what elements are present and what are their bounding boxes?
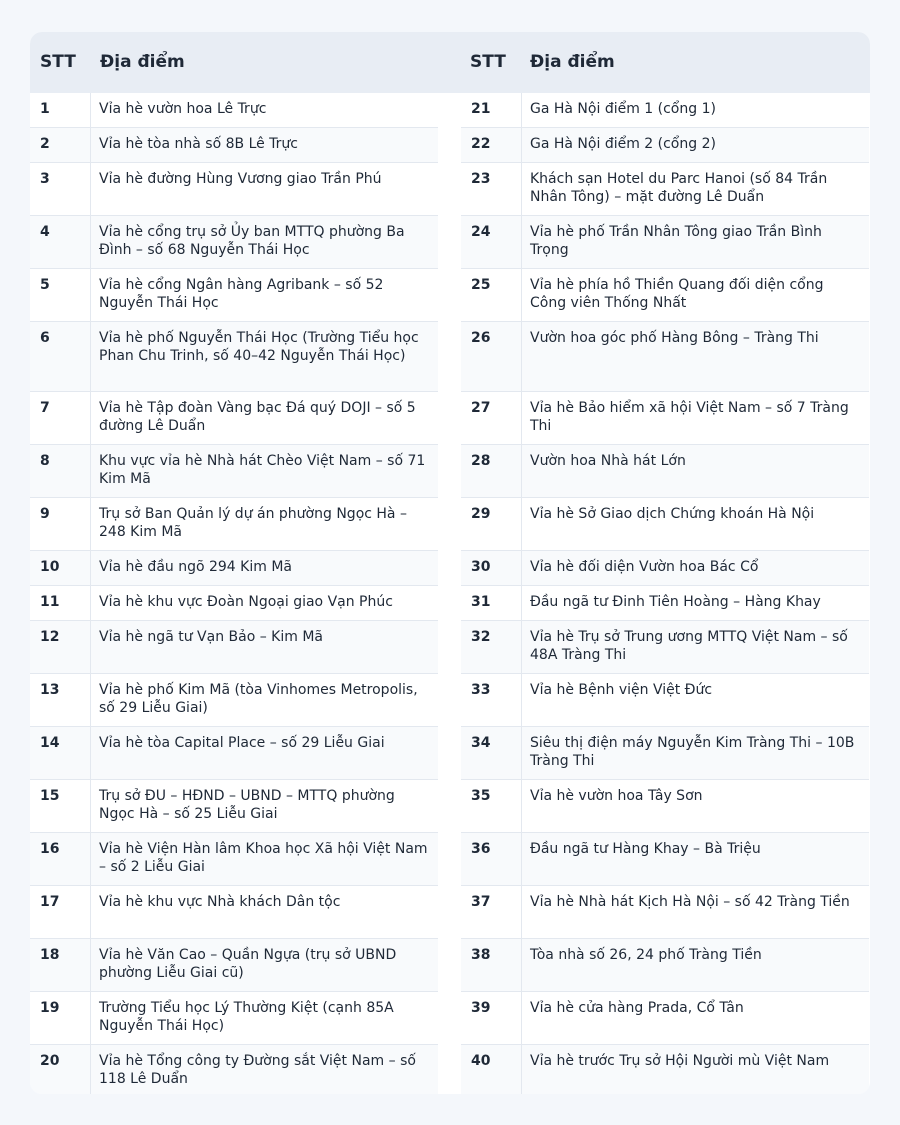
row-stt: 14	[30, 727, 91, 779]
row-place: Vỉa hè ngã tư Vạn Bảo – Kim Mã	[99, 629, 323, 645]
row-place: Vỉa hè khu vực Nhà khách Dân tộc	[99, 894, 341, 910]
table-row	[461, 269, 869, 322]
table-row	[30, 445, 438, 498]
row-place: Vỉa hè vườn hoa Tây Sơn	[530, 788, 703, 804]
table-row	[30, 322, 438, 392]
row-stt: 23	[461, 163, 522, 215]
table-row	[30, 128, 438, 163]
table-row	[461, 886, 869, 939]
table-row	[461, 674, 869, 727]
row-place: Vỉa hè tòa nhà số 8B Lê Trực	[99, 136, 299, 152]
row-stt: 22	[461, 128, 522, 162]
row-place: Vỉa hè khu vực Đoàn Ngoại giao Vạn Phúc	[99, 594, 393, 610]
row-stt: 26	[461, 322, 522, 391]
table-row	[461, 163, 869, 216]
table-row	[30, 269, 438, 322]
right-column	[461, 93, 869, 1094]
row-stt: 34	[461, 727, 522, 779]
table-row	[30, 621, 438, 674]
locations-table	[30, 32, 870, 1094]
table-row	[30, 216, 438, 269]
table-row	[30, 780, 438, 833]
row-stt: 1	[30, 93, 91, 127]
table-row	[30, 392, 438, 445]
row-stt: 15	[30, 780, 91, 832]
row-place: Vỉa hè Bệnh viện Việt Đức	[530, 682, 713, 698]
table-row	[30, 498, 438, 551]
table-row	[461, 392, 869, 445]
row-place: Tòa nhà số 26, 24 phố Tràng Tiền	[530, 947, 762, 963]
header-stt-left: STT	[40, 52, 76, 72]
row-stt: 18	[30, 939, 91, 991]
row-place: Vỉa hè Văn Cao – Quần Ngựa (trụ sở UBND phường Liễu Giai cũ)	[99, 947, 397, 981]
table-row	[30, 886, 438, 939]
table-row	[461, 586, 869, 621]
row-stt: 2	[30, 128, 91, 162]
table-row	[30, 551, 438, 586]
row-stt: 10	[30, 551, 91, 585]
row-place: Vỉa hè cổng trụ sở Ủy ban MTTQ phường Ba Đình – số 68 Nguyễn Thái Học	[99, 224, 405, 258]
row-stt: 21	[461, 93, 522, 127]
table-header	[30, 32, 870, 93]
header-place-right: Địa điểm	[530, 52, 615, 72]
row-stt: 8	[30, 445, 91, 497]
row-stt: 25	[461, 269, 522, 321]
table-row	[461, 498, 869, 551]
table-row	[461, 780, 869, 833]
row-place: Vỉa hè đối diện Vườn hoa Bác Cổ	[530, 559, 759, 575]
table-row	[30, 163, 438, 216]
header-stt-right: STT	[470, 52, 506, 72]
row-place: Vỉa hè đầu ngõ 294 Kim Mã	[99, 559, 292, 575]
row-stt: 32	[461, 621, 522, 673]
left-column	[30, 93, 438, 1094]
table-row	[461, 939, 869, 992]
row-place: Vỉa hè Bảo hiểm xã hội Việt Nam – số 7 Tràng Thi	[530, 400, 849, 434]
table-row	[30, 586, 438, 621]
row-place: Đầu ngã tư Hàng Khay – Bà Triệu	[530, 841, 761, 857]
row-place: Vỉa hè Sở Giao dịch Chứng khoán Hà Nội	[530, 506, 815, 522]
table-row	[461, 216, 869, 269]
row-place: Vỉa hè vườn hoa Lê Trực	[99, 101, 267, 117]
row-stt: 24	[461, 216, 522, 268]
row-place: Trường Tiểu học Lý Thường Kiệt (cạnh 85A Nguyễn Thái Học)	[99, 1000, 394, 1034]
table-row	[461, 551, 869, 586]
header-place-left: Địa điểm	[100, 52, 185, 72]
table-row	[461, 1045, 869, 1094]
row-stt: 40	[461, 1045, 522, 1094]
row-place: Trụ sở ĐU – HĐND – UBND – MTTQ phường Ngọc Hà – số 25 Liễu Giai	[99, 788, 395, 822]
row-place: Vỉa hè Nhà hát Kịch Hà Nội – số 42 Tràng Tiền	[530, 894, 850, 910]
row-place: Vỉa hè tòa Capital Place – số 29 Liễu Giai	[99, 735, 385, 751]
row-place: Vỉa hè phố Nguyễn Thái Học (Trường Tiểu học Phan Chu Trinh, số 40–42 Nguyễn Thái Học)	[99, 330, 419, 364]
table-row	[461, 727, 869, 780]
row-place: Khu vực vỉa hè Nhà hát Chèo Việt Nam – số 71 Kim Mã	[99, 453, 426, 487]
row-stt: 16	[30, 833, 91, 885]
table-row	[30, 939, 438, 992]
row-stt: 39	[461, 992, 522, 1044]
row-stt: 4	[30, 216, 91, 268]
row-stt: 20	[30, 1045, 91, 1094]
table-row	[30, 1045, 438, 1094]
table-row	[30, 833, 438, 886]
row-place: Khách sạn Hotel du Parc Hanoi (số 84 Trần Nhân Tông) – mặt đường Lê Duẩn	[530, 171, 828, 205]
table-row	[461, 128, 869, 163]
row-stt: 11	[30, 586, 91, 620]
row-stt: 9	[30, 498, 91, 550]
table-row	[461, 833, 869, 886]
table-row	[30, 93, 438, 128]
row-stt: 19	[30, 992, 91, 1044]
row-place: Vườn hoa Nhà hát Lớn	[530, 453, 686, 469]
row-place: Ga Hà Nội điểm 2 (cổng 2)	[530, 136, 716, 152]
row-place: Vườn hoa góc phố Hàng Bông – Tràng Thi	[530, 330, 819, 346]
row-stt: 5	[30, 269, 91, 321]
row-place: Siêu thị điện máy Nguyễn Kim Tràng Thi – 10B Tràng Thi	[530, 735, 855, 769]
row-place: Vỉa hè phố Kim Mã (tòa Vinhomes Metropolis, số 29 Liễu Giai)	[99, 682, 418, 716]
row-stt: 13	[30, 674, 91, 726]
table-row	[461, 445, 869, 498]
row-stt: 12	[30, 621, 91, 673]
row-stt: 17	[30, 886, 91, 938]
row-stt: 27	[461, 392, 522, 444]
table-row	[30, 992, 438, 1045]
row-stt: 37	[461, 886, 522, 938]
row-place: Trụ sở Ban Quản lý dự án phường Ngọc Hà – 248 Kim Mã	[99, 506, 407, 540]
row-stt: 36	[461, 833, 522, 885]
table-row	[461, 992, 869, 1045]
row-stt: 7	[30, 392, 91, 444]
row-place: Vỉa hè trước Trụ sở Hội Người mù Việt Nam	[530, 1053, 830, 1069]
row-place: Vỉa hè cổng Ngân hàng Agribank – số 52 Nguyễn Thái Học	[99, 277, 384, 311]
row-stt: 31	[461, 586, 522, 620]
row-stt: 6	[30, 322, 91, 391]
row-stt: 29	[461, 498, 522, 550]
row-place: Vỉa hè Tập đoàn Vàng bạc Đá quý DOJI – số 5 đường Lê Duẩn	[99, 400, 416, 434]
row-stt: 30	[461, 551, 522, 585]
row-place: Vỉa hè đường Hùng Vương giao Trần Phú	[99, 171, 382, 187]
row-stt: 3	[30, 163, 91, 215]
table-row	[461, 322, 869, 392]
row-place: Vỉa hè phía hồ Thiền Quang đối diện cổng Công viên Thống Nhất	[530, 277, 824, 311]
table-row	[30, 674, 438, 727]
row-place: Vỉa hè Viện Hàn lâm Khoa học Xã hội Việt Nam – số 2 Liễu Giai	[99, 841, 428, 875]
row-stt: 35	[461, 780, 522, 832]
row-place: Vỉa hè Trụ sở Trung ương MTTQ Việt Nam – số 48A Tràng Thi	[530, 629, 848, 663]
row-stt: 28	[461, 445, 522, 497]
row-place: Ga Hà Nội điểm 1 (cổng 1)	[530, 101, 716, 117]
row-place: Đầu ngã tư Đinh Tiên Hoàng – Hàng Khay	[530, 594, 821, 610]
row-stt: 33	[461, 674, 522, 726]
row-place: Vỉa hè cửa hàng Prada, Cổ Tân	[530, 1000, 744, 1016]
table-row	[30, 727, 438, 780]
table-row	[461, 621, 869, 674]
table-row	[461, 93, 869, 128]
row-stt: 38	[461, 939, 522, 991]
row-place: Vỉa hè phố Trần Nhân Tông giao Trần Bình Trọng	[530, 224, 822, 258]
row-place: Vỉa hè Tổng công ty Đường sắt Việt Nam – số 118 Lê Duẩn	[99, 1053, 416, 1087]
